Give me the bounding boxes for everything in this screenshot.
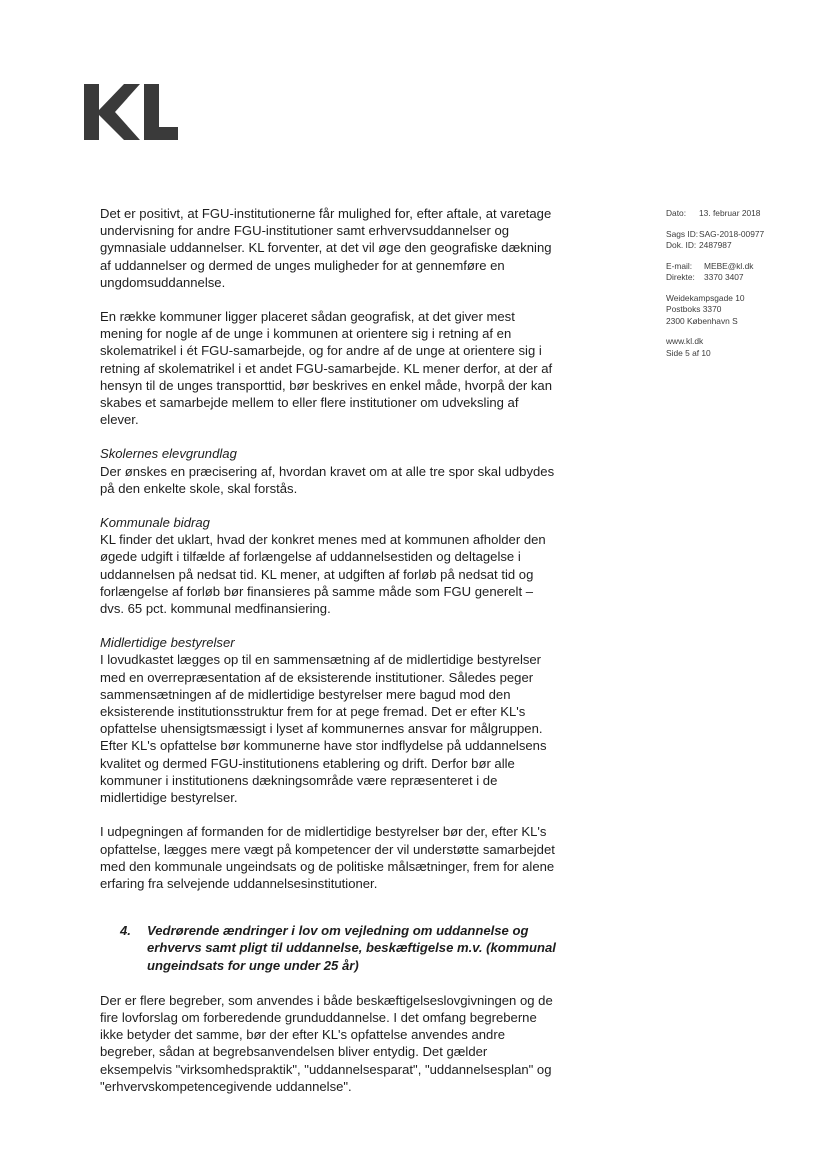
doc-id-value: 2487987 (699, 240, 732, 250)
paragraph: Der ønskes en præcisering af, hvordan kravet om at alle tre spor skal udbydes på den enkelte skole, skal forstås. (100, 463, 555, 496)
email-value: MEBE@kl.dk (704, 260, 754, 271)
kl-logo (84, 84, 178, 140)
contact-block (666, 261, 806, 284)
paragraph: I lovudkastet lægges op til en sammensætning af de midlertidige bestyrelser med en overrepræsentation af de eksisterende institutioner. Således peger sammensætningen af de midlertidige bestyrelser mere bagud mod den eksisterende institutionsstruktur frem for at pege fremad. Det er efter KL's opfattelse uhensigtsmæssigt i lyset af kommunernes ansvar for målgruppen. Efter KL's opfattelse bør kommunerne have stor indflydelse på uddannelsens kvalitet og dermed FGU-institutionens etablering og drift. Derfor bør alle kommuner i institutionens dækningsområde være repræsenteret i de midlertidige bestyrelser. (100, 652, 547, 806)
address-line: 2300 København S (666, 315, 738, 326)
web-block (666, 336, 806, 359)
section-number: 4. (120, 923, 131, 939)
letter-metadata (666, 208, 806, 368)
paragraph: I udpegningen af formanden for de midlertidige bestyrelser bør der, efter KL's opfattelse, lægges mere vægt på kompetencer der vil understøtte samarbejdet med den kommunale ungeindsats og de politiske målsætninger, frem for alene erfaring fra selvejende uddannelsesinstitutioner. (100, 824, 555, 891)
email-label: E-mail: (666, 260, 693, 271)
paragraph: KL finder det uklart, hvad der konkret menes med at kommunen afholder den øgede udgift i tilfælde af forlængelse af uddannelsestiden og deltagelse i uddannelsen på nedsat tid. KL mener, at udgiften af forløb på nedsat tid og forlængelse af forløb bør finansieres på samme måde som FGU generelt – dvs. 65 pct. kommunal medfinansiering. (100, 532, 546, 617)
section-title: Vedrørende ændringer i lov om vejledning om uddannelse og erhvervs samt pligt til uddannelse, beskæftigelse m.v. (kommunal ungeindsats for unge under 25 år) (147, 923, 556, 973)
letter-body (100, 205, 560, 1095)
case-id-value: SAG-2018-00977 (699, 228, 765, 239)
address-line: Postboks 3370 (666, 304, 722, 314)
section-heading (120, 922, 560, 974)
case-id-label: Sags ID: (666, 228, 699, 239)
id-block (666, 229, 806, 252)
paragraph: En række kommuner ligger placeret sådan geografisk, at det giver mest mening for nogle af de unge i kommunen at orientere sig i retning af en skolematrikel i ét FGU-samarbejde, og for andre af de unge at orientere sig i retning af skolematrikel i et andet FGU-samarbejde. KL mener derfor, at der af hensyn til de unges transporttid, bør beskrives en enkel måde, hvorpå der kan skabes et samarbejde mellem to eller flere institutioner om udveksling af elever. (100, 309, 553, 428)
date-value: 13. februar 2018 (699, 208, 761, 218)
direct-phone-value: 3370 3407 (704, 272, 744, 282)
page-number: Side 5 af 10 (666, 347, 711, 358)
website: www.kl.dk (666, 336, 704, 346)
address-block (666, 293, 806, 328)
kl-logo-mark (84, 84, 178, 140)
subheading: Midlertidige bestyrelser (100, 635, 235, 651)
paragraph: Det er positivt, at FGU-institutionerne får mulighed for, efter aftale, at varetage undervisning for andre FGU-institutioner samt erhvervsuddannelser og gymnasiale uddannelser. KL forventer, at det vil øge den geografiske dækning af uddannelser og dermed de unges muligheder for at gennemføre en ungdomsuddannelse. (100, 206, 552, 290)
subheading: Kommunale bidrag (100, 515, 210, 531)
subheading: Skolernes elevgrundlag (100, 446, 237, 462)
direct-phone-label: Direkte: (666, 272, 695, 282)
address-line: Weidekampsgade 10 (666, 292, 745, 303)
paragraph: Der er flere begreber, som anvendes i både beskæftigelseslovgivningen og de fire lovforslag om forberedende grunduddannelse. I det omfang begreberne ikke betyder det samme, bør der efter KL's opfattelse anvendes andre begreber, sådan at begrebsanvendelsen bliver entydig. Det gælder eksempelvis "virksomhedspraktik", "uddannelsesparat", "uddannelsesplan" og "erhvervskompetencegivende uddannelse". (100, 992, 553, 1094)
date-block (666, 208, 806, 220)
date-label: Dato: (666, 208, 687, 218)
doc-id-label: Dok. ID: (666, 240, 697, 250)
